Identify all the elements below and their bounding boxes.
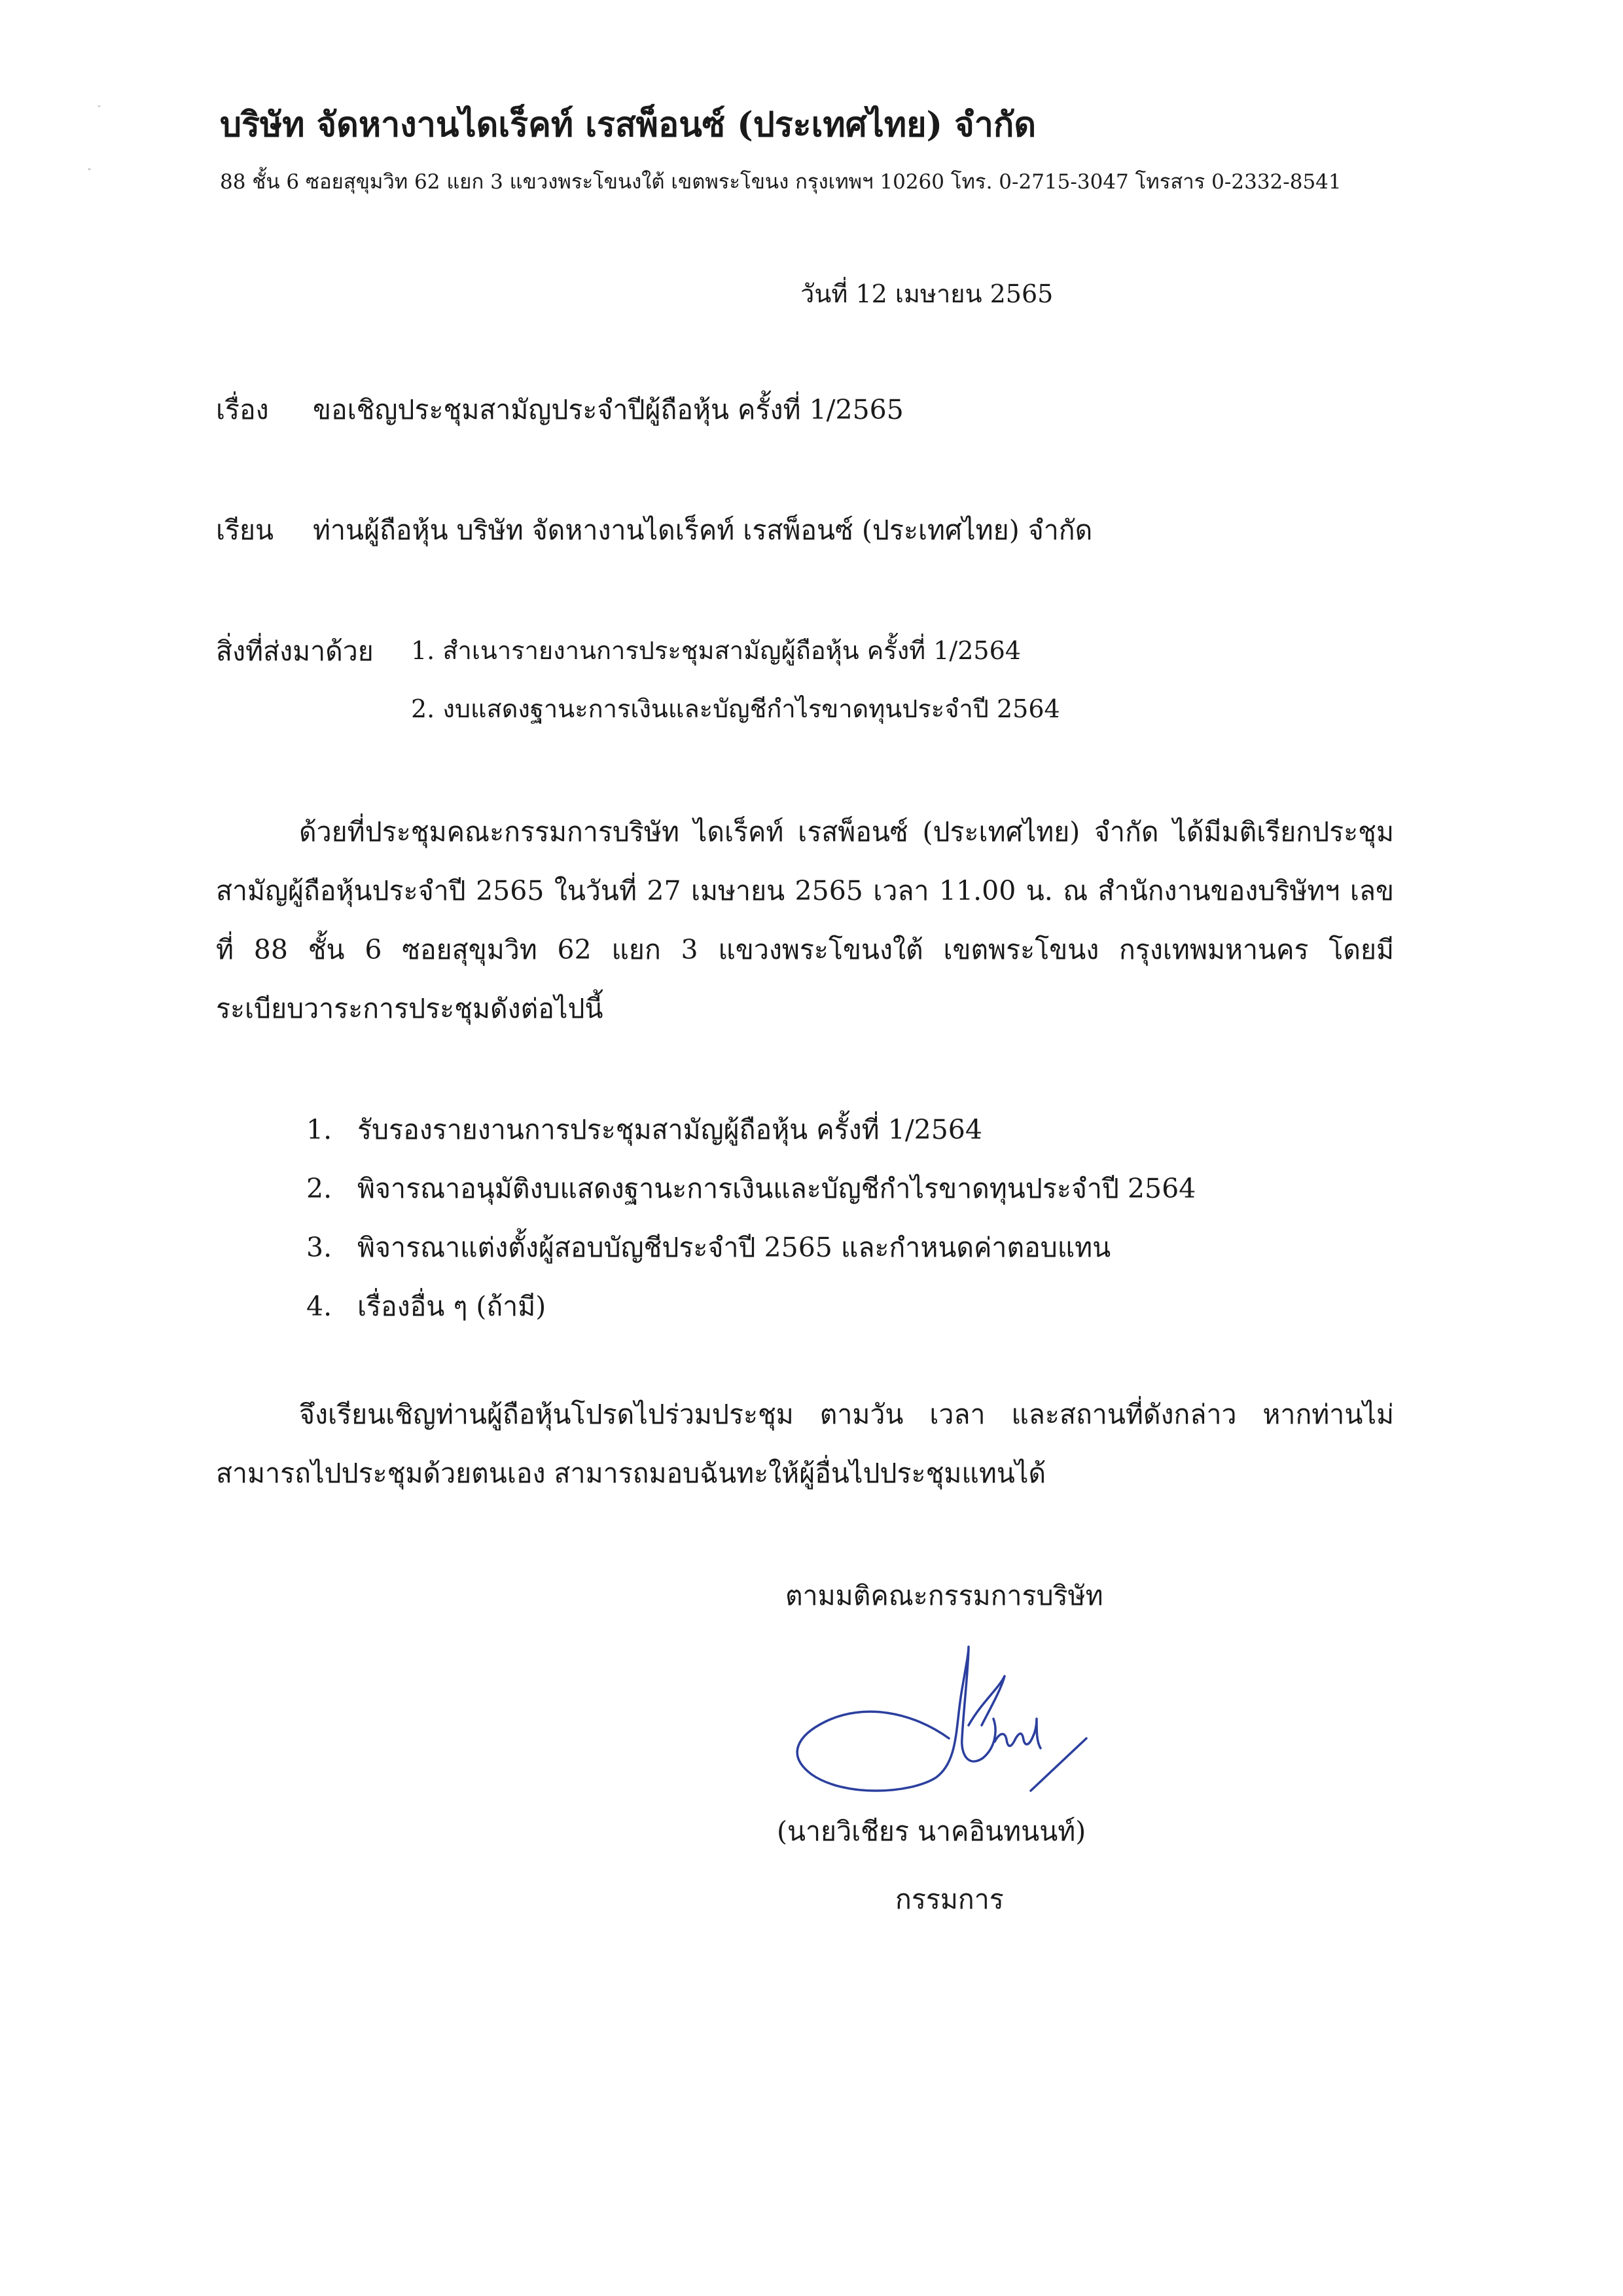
- agenda-item: [306, 1227, 1111, 1269]
- scan-dot: ˇ: [97, 105, 101, 115]
- body-paragraph: ด้วยที่ประชุมคณะกรรมการบริษัท ไดเร็คท์ เรสพ็อนซ์ (ประเทศไทย) จำกัด ได้มีมติเรียกประชุมสามัญผู้ถือหุ้นประจำปี 2565 ในวันที่ 27 เมษายน 2565 เวลา 11.00 น. ณ สำนักงานของบริษัทฯ เลขที่ 88 ชั้น 6 ซอยสุขุมวิท 62 แยก 3 แขวงพระโขนงใต้ เขตพระโขนง กรุงเทพมหานคร โดยมีระเบียบวาระการประชุมดังต่อไปนี้: [216, 816, 1394, 1024]
- agenda-number: 1.: [306, 1114, 332, 1145]
- subject-label: เรื่อง: [216, 394, 269, 425]
- signature-stroke: [995, 1719, 1041, 1748]
- agenda-number: 2.: [306, 1173, 332, 1204]
- salutation-label: เรียน: [216, 514, 274, 546]
- company-address: 88 ชั้น 6 ซอยสุขุมวิท 62 แยก 3 แขวงพระโขนงใต้ เขตพระโขนง กรุงเทพฯ 10260 โทร. 0-2715-3047 โทรสาร 0-2332-8541: [220, 170, 1342, 194]
- enclosure-item: 2. งบแสดงฐานะการเงินและบัญชีกำไรขาดทุนประจำปี 2564: [411, 694, 1060, 723]
- agenda-item: [306, 1168, 1196, 1210]
- agenda-item: [306, 1285, 546, 1328]
- signer-title: กรรมการ: [895, 1884, 1004, 1915]
- salutation-text: ท่านผู้ถือหุ้น บริษัท จัดหางานไดเร็คท์ เรสพ็อนซ์ (ประเทศไทย) จำกัด: [313, 514, 1093, 546]
- enclosure-label: สิ่งที่ส่งมาด้วย: [216, 636, 374, 667]
- enclosure-item: 1. สำเนารายงานการประชุมสามัญผู้ถือหุ้น ครั้งที่ 1/2564: [411, 636, 1021, 665]
- signature-stroke: [797, 1647, 995, 1791]
- letter-date: วันที่ 12 เมษายน 2565: [800, 279, 1054, 308]
- company-name: บริษัท จัดหางานไดเร็คท์ เรสพ็อนซ์ (ประเทศไทย) จำกัด: [220, 105, 1037, 145]
- invitation-paragraph: จึงเรียนเชิญท่านผู้ถือหุ้นโปรดไปร่วมประชุม ตามวัน เวลา และสถานที่ดังกล่าว หากท่านไม่สามารถไปประชุมด้วยตนเอง สามารถมอบฉันทะให้ผู้อื่นไปประชุมแทนได้: [216, 1399, 1394, 1489]
- agenda-text: พิจารณาอนุมัติงบแสดงฐานะการเงินและบัญชีกำไรขาดทุนประจำปี 2564: [357, 1173, 1196, 1204]
- agenda-item: [306, 1109, 982, 1151]
- agenda-text: เรื่องอื่น ๆ (ถ้ามี): [357, 1291, 546, 1322]
- agenda-number: 3.: [306, 1232, 332, 1263]
- agenda-number: 4.: [306, 1291, 332, 1322]
- signature-image: [772, 1627, 1099, 1823]
- scan-dot: ˅: [87, 168, 92, 178]
- agenda-text: พิจารณาแต่งตั้งผู้สอบบัญชีประจำปี 2565 และกำหนดค่าตอบแทน: [357, 1232, 1111, 1263]
- signer-name: (นายวิเชียร นาคอินทนนท์): [777, 1816, 1086, 1847]
- closing-line: ตามมติคณะกรรมการบริษัท: [785, 1580, 1103, 1611]
- agenda-text: รับรองรายงานการประชุมสามัญผู้ถือหุ้น ครั้งที่ 1/2564: [357, 1114, 982, 1145]
- subject-text: ขอเชิญประชุมสามัญประจำปีผู้ถือหุ้น ครั้งที่ 1/2565: [313, 394, 904, 425]
- signature-stroke: [969, 1676, 1005, 1725]
